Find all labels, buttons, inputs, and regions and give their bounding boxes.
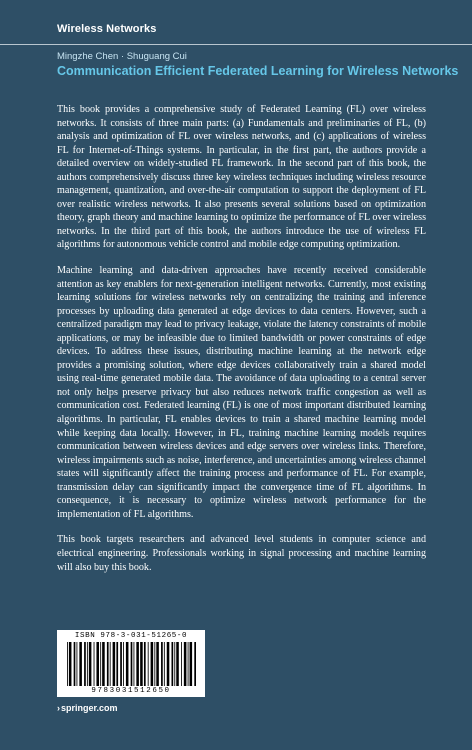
barcode-stripe (154, 642, 155, 686)
barcode-digits: 9783031512650 (91, 687, 171, 695)
barcode-stripe (181, 642, 182, 686)
barcode-stripe (116, 642, 118, 686)
publisher-url: springer.com (61, 703, 118, 713)
barcode-stripe (74, 642, 76, 686)
barcode-stripe (167, 642, 170, 686)
barcode-stripe (136, 642, 139, 686)
barcode-stripe (69, 642, 72, 686)
barcode-stripe (188, 642, 189, 686)
barcode-stripe (151, 642, 154, 686)
description-paragraph-1: This book provides a comprehensive study of Federated Learning (FL) over wireless networks. It consists of three main parts: (a) Fundamentals and preliminaries of FL, (b) analysis and optimization of FL over wireless networks, and (c) applications of wireless FL for Internet-of-Things systems. In particular, in the first part, the authors provide a detailed overview on widely-studied FL framework. In the second part of this book, the authors comprehensively discuss three key wireless techniques including wireless resource management, quantization, and over-the-air computation to support the deployment of FL over realistic wireless networks. It also presents several solutions based on optimization theory, graph theory and machine learning to optimize the performance of FL over wireless networks. In the third part of this book, the authors introduce the use of wireless FL algorithms for autonomous vehicle control and mobile edge computing optimization. (57, 104, 426, 251)
barcode-stripe (113, 642, 116, 686)
barcode-stripe (84, 642, 86, 686)
barcode-stripe (184, 642, 187, 686)
description-paragraph-2: Machine learning and data-driven approaches have recently received considerable attention as key enablers for next-generation intelligent networks. Currently, most existing learning solutions for wireless networks rely on centralizing the training and inference processes by uploading data generated at edge devices to data centers. However, such a centralized paradigm may lead to privacy leakage, violate the latency constraints of mobile applications, or may be infeasible due to limited bandwidth or power constraints of edge devices. To address these issues, distributing machine learning at the network edge provides a promising solution, where edge devices collaboratively train a shared model using real-time generated mobile data. The avoidance of data uploading to a central server not only helps preserve privacy but also reduces network traffic congestion as well as communication cost. Federated learning (FL) is one of most important distributed learning algorithms. In particular, FL enables devices to train a shared machine learning model while keeping data locally. However, in FL, training machine learning models requires communication between wireless devices and edge servers over wireless links. Therefore, wireless impairments such as noise, interference, and uncertainties among wireless channel states will significantly affect the training process and performance of FL. For example, transmission delay can significantly impact the convergence time of FL algorithms. In consequence, it is necessary to optimize wireless network performance for the implementation of FL algorithms. (57, 265, 426, 520)
barcode-stripe (79, 642, 82, 686)
arrow-icon: › (57, 703, 60, 713)
book-description (57, 103, 426, 586)
barcode-stripe (96, 642, 99, 686)
authors: Mingzhe Chen · Shuguang Cui (57, 51, 187, 62)
barcode-stripe (126, 642, 129, 686)
barcode-stripe (134, 642, 135, 686)
barcode-stripe (176, 642, 179, 686)
barcode-stripe (94, 642, 95, 686)
barcode-stripe (87, 642, 88, 686)
barcode-stripe (102, 642, 105, 686)
barcode-stripe (172, 642, 174, 686)
header-divider (0, 44, 472, 45)
barcode-stripe (77, 642, 78, 686)
barcode-stripe (131, 642, 133, 686)
barcode-stripe (123, 642, 124, 686)
barcode-stripe (164, 642, 165, 686)
barcode-stripe (100, 642, 101, 686)
barcode-box (57, 630, 205, 697)
barcode-stripe (148, 642, 149, 686)
barcode-stripe (107, 642, 109, 686)
barcode-stripe (140, 642, 143, 686)
barcode-stripe (156, 642, 159, 686)
barcode-stripe (161, 642, 163, 686)
barcode-stripe (194, 642, 196, 686)
barcode-stripe (190, 642, 193, 686)
book-title: Communication Efficient Federated Learning for Wireless Networks (57, 64, 459, 78)
barcode-stripe (174, 642, 175, 686)
barcode-stripe (67, 642, 68, 686)
barcode-stripe (144, 642, 146, 686)
series-name: Wireless Networks (57, 23, 157, 35)
barcode-stripe (120, 642, 122, 686)
publisher-link[interactable] (57, 703, 118, 713)
barcode-icon (65, 642, 197, 686)
barcode-stripe (110, 642, 111, 686)
isbn-text: ISBN 978-3-031-51265-0 (74, 632, 188, 640)
barcode-stripe (89, 642, 92, 686)
description-paragraph-3: This book targets researchers and advanced level students in computer science and electrical engineering. Professionals working in signal processing and machine learning will also buy this book. (57, 534, 426, 573)
